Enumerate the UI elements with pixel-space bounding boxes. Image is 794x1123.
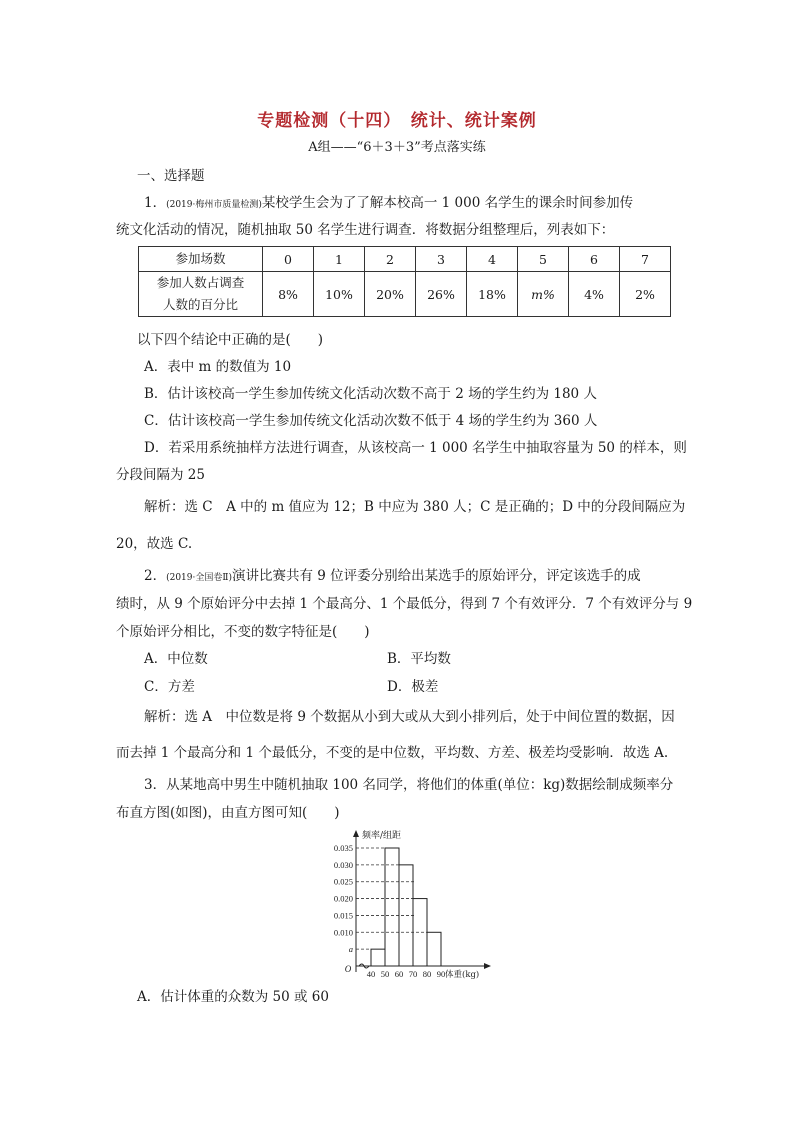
q1-stem-1: 某校学生会为了了解本校高一 1 000 名学生的课余时间参加传: [261, 195, 634, 211]
table-row: [139, 272, 671, 317]
histogram-bar: [427, 932, 441, 966]
y-tick-label: a: [348, 944, 353, 955]
table-header-cell: 0: [263, 247, 314, 272]
y-axis-label: 频率/组距: [362, 831, 402, 841]
q2-stem-3: 个原始评分相比，不变的数字特征是( ): [116, 624, 370, 640]
q1-number: 1．: [144, 195, 167, 211]
x-tick-label: 80: [422, 969, 432, 979]
q2-stem-2: 绩时，从 9 个原始评分中去掉 1 个最高分、1 个最低分，得到 7 个有效评分．7 个有效评分与 9: [116, 596, 693, 612]
y-tick-label: 0.020: [333, 893, 353, 904]
table-header-cell: 4: [467, 247, 518, 272]
q1-line1: [144, 193, 633, 215]
y-tick-label: 0.030: [333, 859, 353, 870]
q1-option-a: A．表中 m 的数值为 10: [144, 359, 292, 375]
table-header-cell: 2: [365, 247, 416, 272]
histogram-bar: [413, 899, 427, 966]
table-row-label-line1: 参加人数占调查: [156, 275, 245, 290]
y-tick-label: 0.035: [333, 843, 353, 853]
q1-option-b: B．估计该校高一学生参加传统文化活动次数不高于 2 场的学生约为 180 人: [144, 386, 597, 402]
y-tick-label: 0.025: [333, 876, 353, 887]
table-cell: 4%: [569, 272, 620, 317]
q1-table: [138, 246, 671, 317]
q2-stem-1: 演讲比赛共有 9 位评委分别给出某选手的原始评分，评定该选手的成: [232, 568, 641, 584]
x-tick-label: 40: [366, 969, 376, 979]
table-cell: 20%: [365, 272, 416, 317]
q1-source: (2019·梅州市质量检测): [166, 200, 262, 210]
page-title: 专题检测（十四） 统计、统计案例: [257, 111, 537, 131]
table-header-cell: 1: [314, 247, 365, 272]
table-cell: 26%: [416, 272, 467, 317]
q3-stem-2: 布直方图(如图)，由直方图可知( ): [116, 805, 340, 821]
table-cell: 10%: [314, 272, 365, 317]
q2-number: 2．: [144, 568, 167, 584]
q2-solution-2: 而去掉 1 个最高分和 1 个最低分，不变的是中位数，平均数、方差、极差均受影响．故选 A.: [116, 745, 669, 761]
x-tick-label: 70: [408, 969, 418, 979]
q2-line1: [144, 566, 641, 588]
histogram-bar: [385, 848, 399, 966]
frequency-histogram: [326, 828, 506, 980]
q3-option-a: A．估计体重的众数为 50 或 60: [137, 989, 329, 1005]
x-axis-label: 体重(kg): [445, 970, 480, 980]
x-tick-label: 90: [436, 969, 446, 979]
q2-option-c: C．方差: [144, 679, 195, 695]
table-cell: 18%: [467, 272, 518, 317]
table-row: [139, 247, 671, 272]
q1-stem-2: 统文化活动的情况，随机抽取 50 名学生进行调查．将数据分组整理后，列表如下：: [116, 222, 615, 238]
y-axis-arrow: [353, 830, 359, 837]
q2-option-d: D．极差: [387, 679, 439, 695]
table-cell: 8%: [263, 272, 314, 317]
table-header-cell: 5: [518, 247, 569, 272]
q2-solution-1: 解析：选 A 中位数是将 9 个数据从小到大或从大到小排列后，处于中间位置的数据，因: [144, 709, 675, 725]
q3-stem-1: 3．从某地高中男生中随机抽取 100 名同学，将他们的体重(单位：kg)数据绘制成频率分: [144, 777, 674, 793]
table-header-label: 参加场数: [139, 247, 263, 272]
table-cell: m%: [518, 272, 569, 317]
x-tick-label: 50: [380, 969, 390, 979]
x-axis-arrow: [484, 963, 491, 969]
histogram-bar: [371, 949, 385, 966]
subtitle: A组——“6＋3＋3”考点落实练: [308, 140, 486, 155]
origin-label: O: [344, 964, 352, 974]
section-heading: 一、选择题: [137, 168, 205, 184]
table-header-cell: 6: [569, 247, 620, 272]
table-header-cell: 7: [620, 247, 671, 272]
q2-option-b: B．平均数: [387, 651, 451, 667]
q2-option-a: A．中位数: [144, 651, 208, 667]
q1-prompt: 以下四个结论中正确的是( ): [137, 332, 324, 348]
table-row-label: [139, 272, 263, 317]
y-tick-label: 0.015: [333, 910, 353, 921]
x-tick-label: 60: [394, 969, 404, 979]
table-row-label-line2: 人数的百分比: [162, 297, 238, 312]
table-header-cell: 3: [416, 247, 467, 272]
q1-solution-2: 20，故选 C.: [116, 536, 193, 552]
q1-option-d-1: D．若采用系统抽样方法进行调查，从该校高一 1 000 名学生中抽取容量为 50 的样本，则: [144, 440, 687, 456]
table-cell: 2%: [620, 272, 671, 317]
q2-source: (2019·全国卷Ⅱ): [166, 573, 232, 583]
q1-option-d-2: 分段间隔为 25: [116, 467, 205, 483]
q1-solution-1: 解析：选 C A 中的 m 值应为 12；B 中应为 380 人；C 是正确的；D 中的分段间隔应为: [144, 499, 686, 515]
q1-option-c: C．估计该校高一学生参加传统文化活动次数不低于 4 场的学生约为 360 人: [144, 413, 598, 429]
y-tick-label: 0.010: [333, 927, 353, 938]
